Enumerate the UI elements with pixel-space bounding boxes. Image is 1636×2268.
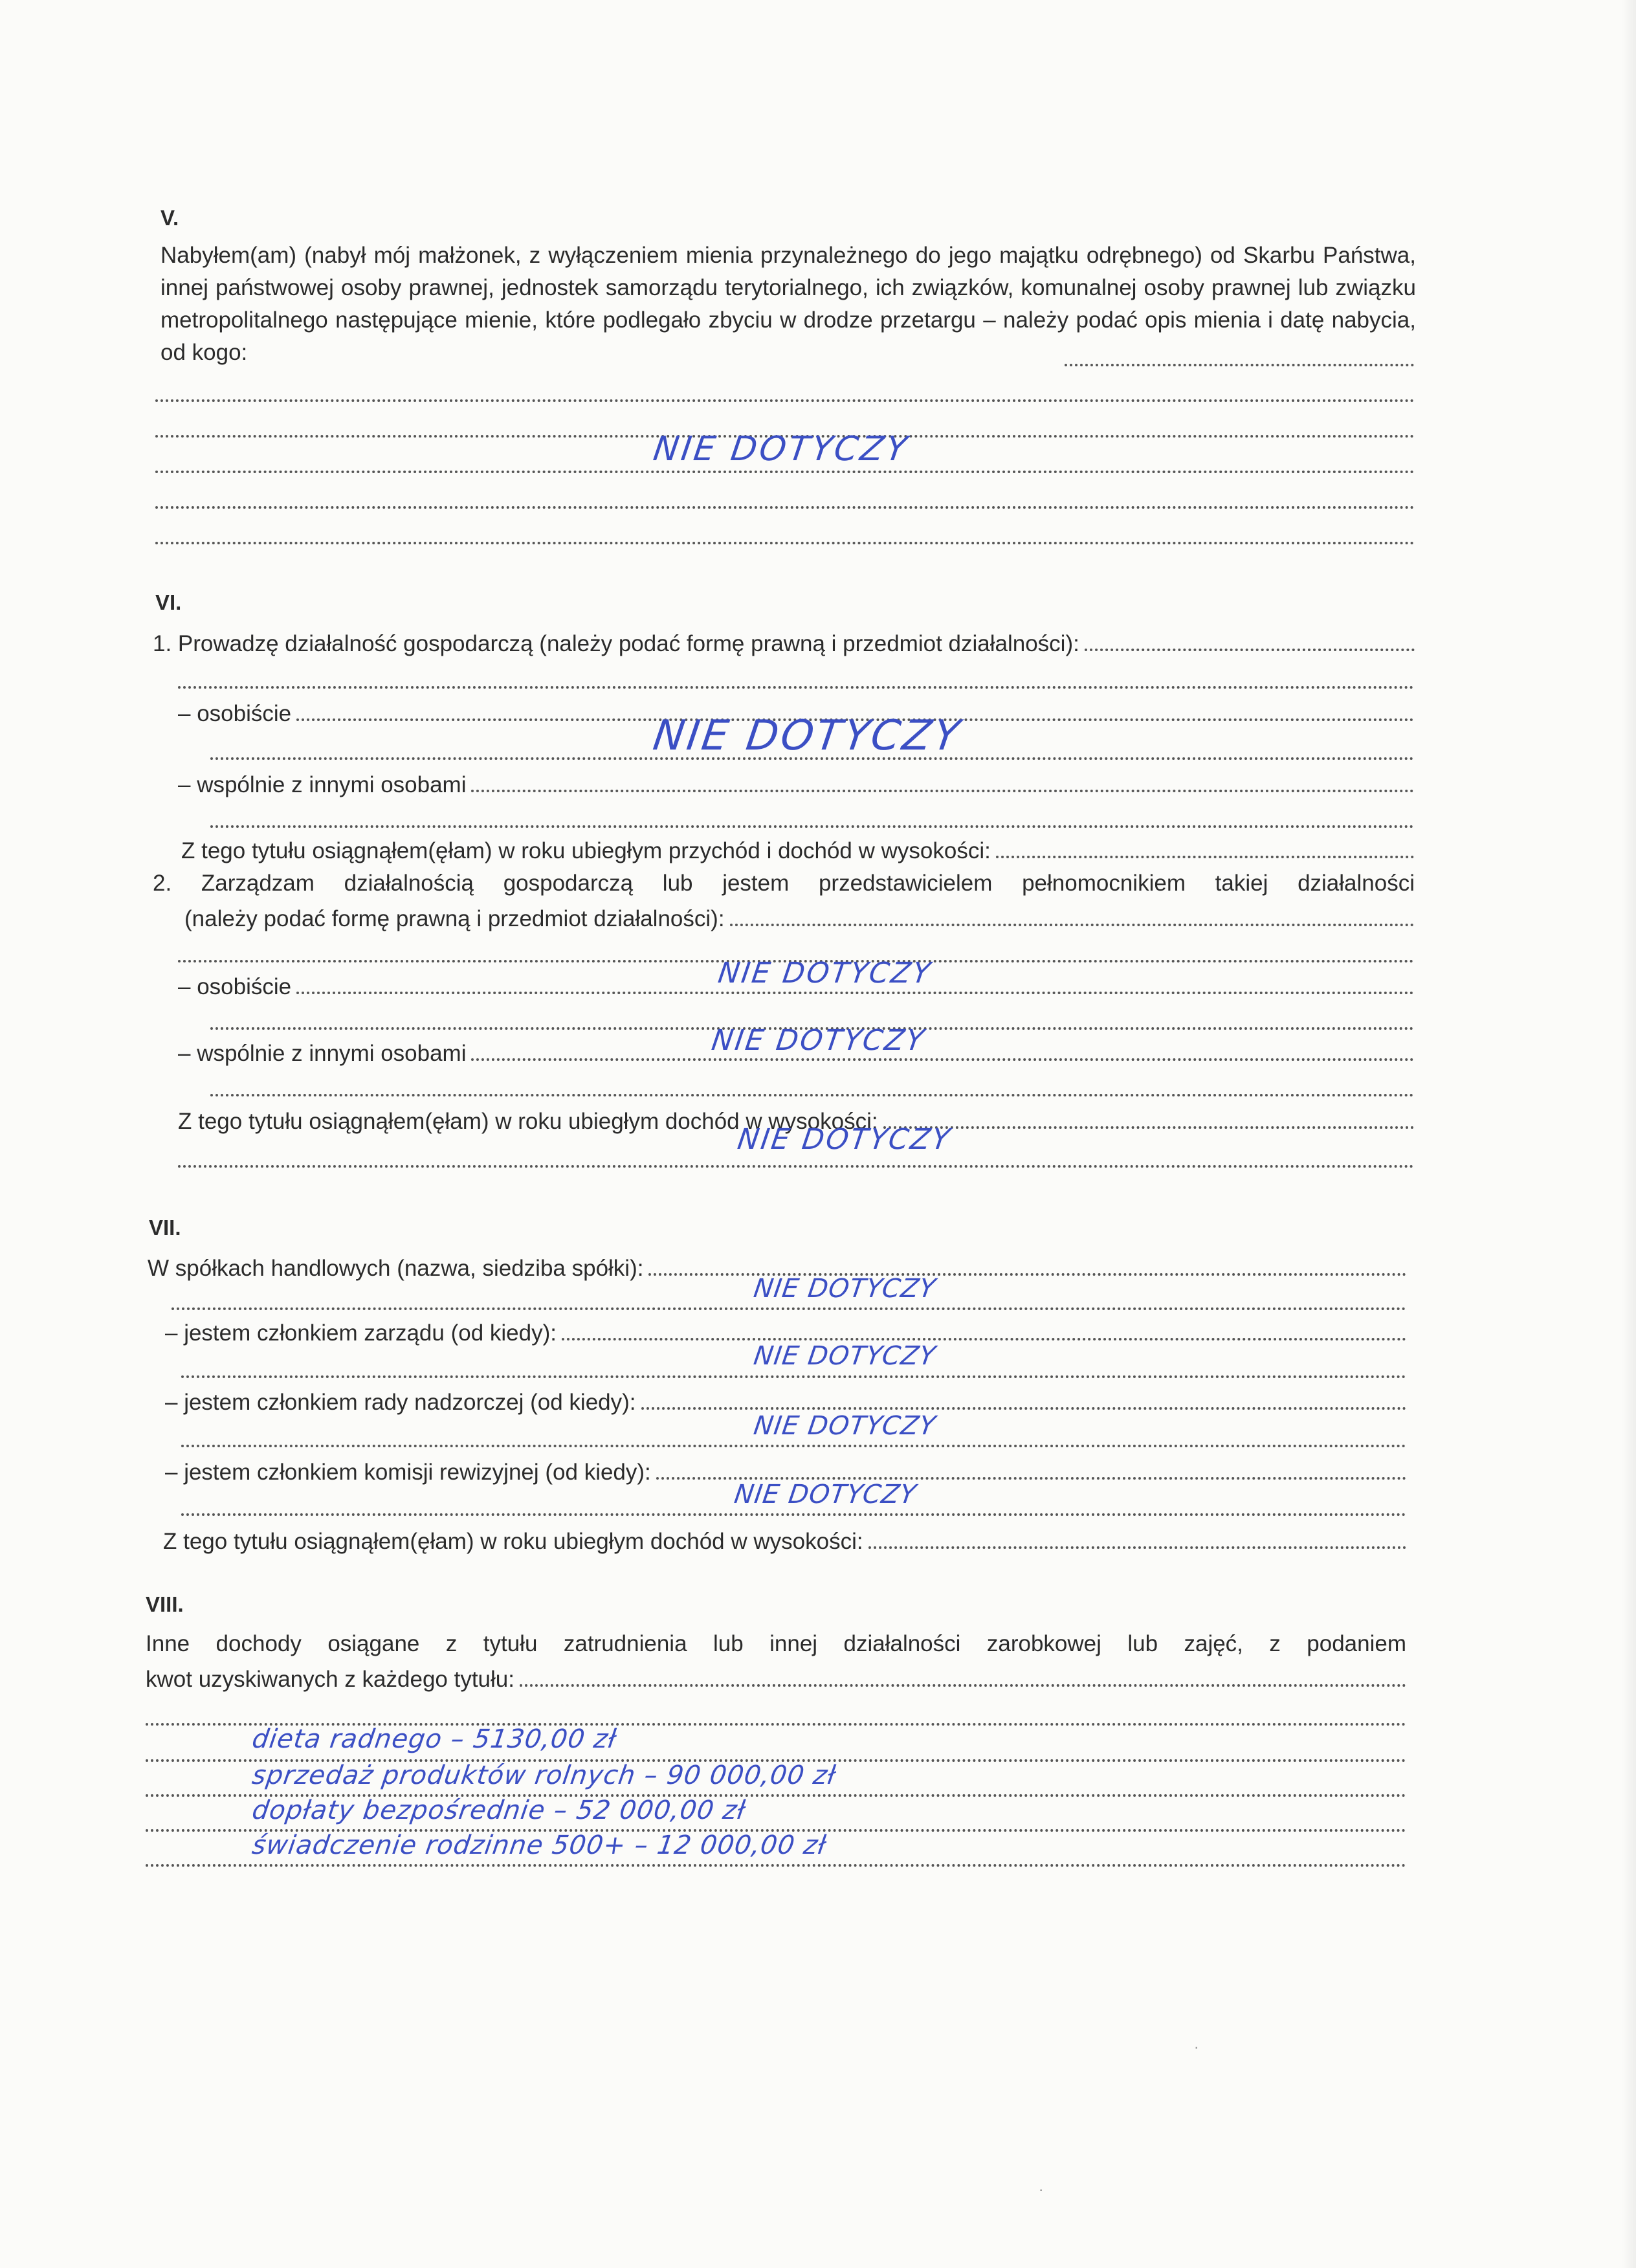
intro-label: W spółkach handlowych (nazwa, siedziba spółki): (148, 1256, 644, 1281)
income-label: Z tego tytułu osiągnąłem(ęłam) w roku ubiegłym dochód w wysokości: (163, 1529, 863, 1554)
section-viii-text-line1: Inne dochody osiągane z tytułu zatrudnienia lub innej działalności zarobkowej lub zajęć, z podaniem (146, 1631, 1406, 1656)
dotted-line (146, 1864, 1406, 1867)
section-viii-text-line2 (146, 1660, 1406, 1693)
supervisory-label: – jestem członkiem rady nadzorczej (od kiedy): (165, 1390, 636, 1415)
handwritten-answer: NIE DOTYCZY (735, 1123, 954, 1156)
scan-speck: · (1039, 2181, 1044, 2197)
section-vii-heading: VII. (149, 1216, 181, 1240)
handwritten-answer: NIE DOTYCZY (751, 1341, 938, 1371)
handwritten-income-entry: sprzedaż produktów rolnych – 90 000,00 zł (250, 1761, 838, 1790)
dotted-line (181, 1513, 1406, 1516)
section-vi-heading: VI. (155, 590, 182, 614)
section-vi-item2-line1: 2. Zarządzam działalnością gospodarczą lub jestem przedstawicielem pełnomocnikiem takiej działalności (153, 871, 1415, 896)
item2-label: (należy podać formę prawną i przedmiot działalności): (184, 906, 725, 931)
dotted-line (181, 1445, 1406, 1447)
section-vii-income (163, 1522, 1406, 1555)
dotted-line (178, 686, 1414, 689)
handwritten-answer: NIE DOTYCZY (709, 1024, 928, 1057)
section-viii-heading: VIII. (146, 1592, 184, 1616)
handwritten-answer: NIE DOTYCZY (650, 430, 912, 469)
section-vi-item1-income (181, 832, 1414, 864)
audit-label: – jestem członkiem komisji rewizyjnej (od kiedy): (165, 1460, 651, 1485)
dotted-line (210, 825, 1414, 828)
dotted-line (155, 471, 1415, 473)
income-label: Z tego tytułu osiągnąłem(ęłam) w roku ubiegłym dochód w wysokości: (178, 1109, 878, 1134)
board-label: – jestem członkiem zarządu (od kiedy): (165, 1320, 557, 1346)
item1-label: 1. Prowadzę działalność gospodarczą (należy podać formę prawną i przedmiot działalności): (153, 631, 1079, 656)
dotted-line (1065, 364, 1414, 366)
dotted-line (181, 1375, 1406, 1378)
handwritten-income-entry: dieta radnego – 5130,00 zł (250, 1724, 619, 1754)
joint-label: – wspólnie z innymi osobami (178, 1041, 467, 1066)
section-v-text (160, 239, 1416, 369)
handwritten-answer: NIE DOTYCZY (751, 1411, 938, 1441)
section-vi-item1 (153, 625, 1415, 657)
section-vi-item2-line2 (184, 900, 1414, 932)
dotted-line (155, 506, 1415, 509)
amounts-label: kwot uzyskiwanych z każdego tytułu: (146, 1667, 514, 1692)
personal-label: – osobiście (178, 974, 292, 999)
dotted-line (155, 399, 1415, 402)
joint-label: – wspólnie z innymi osobami (178, 772, 467, 797)
dotted-line (210, 1094, 1414, 1096)
dotted-line (155, 542, 1415, 544)
scan-speck: · (1194, 2039, 1199, 2055)
handwritten-answer: NIE DOTYCZY (716, 957, 934, 990)
section-v-heading: V. (160, 206, 179, 230)
dotted-line (171, 1307, 1406, 1310)
income-label: Z tego tytułu osiągnąłem(ęłam) w roku ubiegłym przychód i dochód w wysokości: (181, 838, 991, 863)
handwritten-answer: NIE DOTYCZY (732, 1480, 919, 1509)
section-v-description: Nabyłem(am) (nabył mój małżonek, z wyłączeniem mienia przynależnego do jego majątku odrębnego) od Skarbu Państwa, innej państwowej osoby prawnej, jednostek samorządu terytorialnego, ich związków, komunalnej osoby prawnej lub związku metropolitalnego następujące mienie, które podlegało zbyciu w drodze przetargu – należy podać opis mienia i datę nabycia, od kogo: (160, 243, 1416, 365)
handwritten-answer: NIE DOTYCZY (650, 712, 966, 760)
personal-label: – osobiście (178, 701, 292, 726)
dotted-line (178, 1165, 1414, 1168)
scan-edge-shadow (1622, 0, 1636, 2268)
handwritten-income-entry: świadczenie rodzinne 500+ – 12 000,00 zł (250, 1830, 828, 1860)
handwritten-answer: NIE DOTYCZY (751, 1274, 938, 1304)
handwritten-income-entry: dopłaty bezpośrednie – 52 000,00 zł (250, 1796, 747, 1825)
section-vi-item1-joint (178, 766, 1414, 798)
